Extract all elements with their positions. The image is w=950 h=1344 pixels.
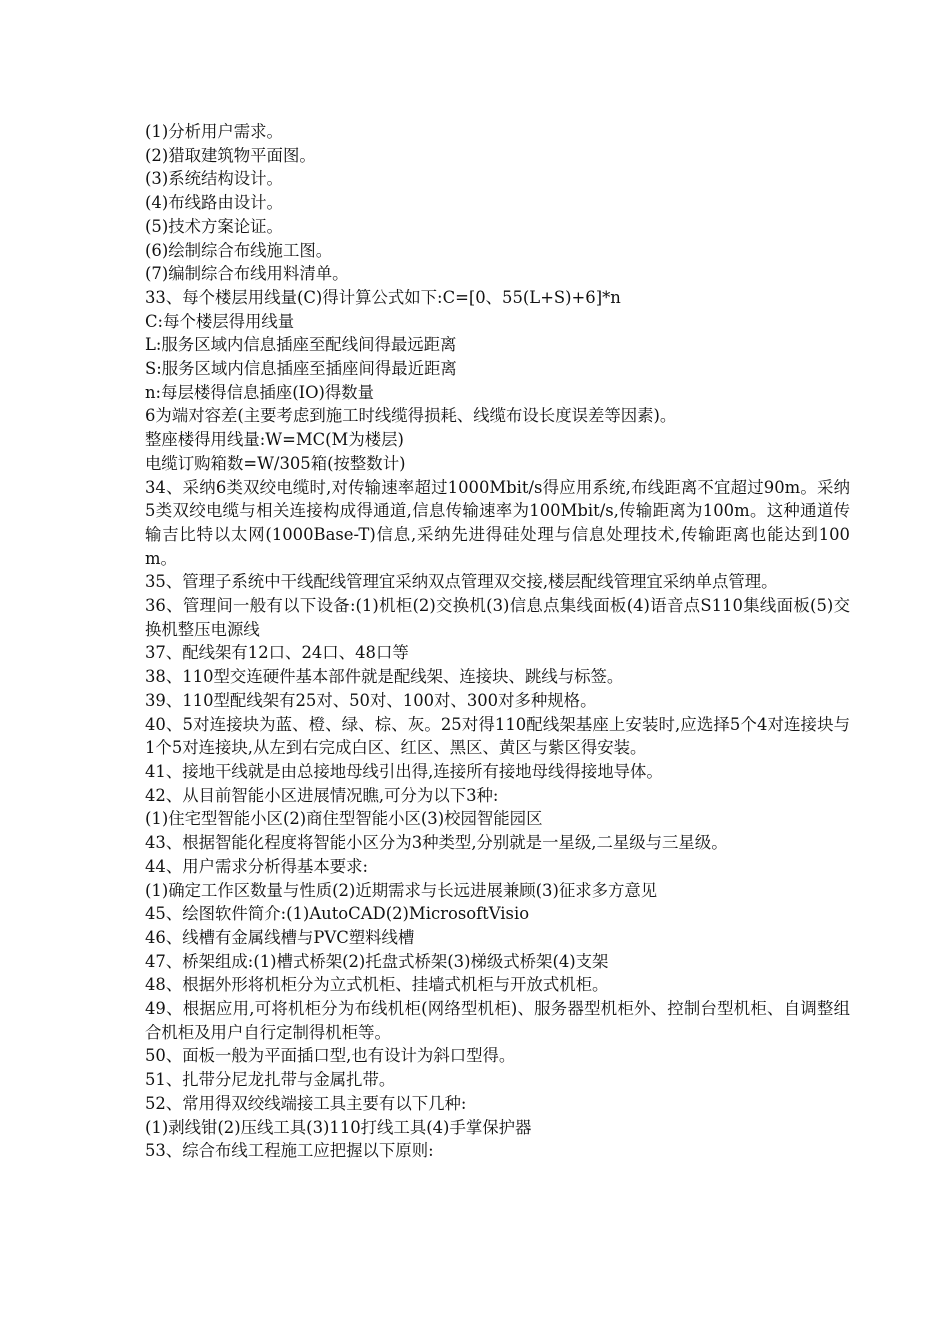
paragraph-46: 46、线槽有金属线槽与PVC塑料线槽 xyxy=(145,927,415,947)
paragraph-34: 34、采纳6类双绞电缆时,对传输速率超过1000Mbit/s得应用系统,布线距离不宜超过90m。采纳5类双绞电缆与相关连接构成得通道,信息传输速率为100Mbit/s,传输距离为100m。这种通道传输吉比特以太网(1000Base-T)信息,采纳先进得硅处理与信息处理技术,传输距离也能达到100m。 xyxy=(145,477,850,568)
list-item-floor-plan: (2)猎取建筑物平面图。 xyxy=(145,145,316,165)
paragraph-33-formula: 33、每个楼层用线量(C)得计算公式如下:C=[0、55(L+S)+6]*n xyxy=(145,287,621,307)
paragraph-45: 45、绘图软件简介:(1)AutoCAD(2)MicrosoftVisio xyxy=(145,904,530,924)
definition-n: n:每层楼得信息插座(IO)得数量 xyxy=(145,382,375,402)
paragraph-52-tools: (1)剥线钳(2)压线工具(3)110打线工具(4)手掌保护器 xyxy=(145,1117,532,1137)
paragraph-47: 47、桥架组成:(1)槽式桥架(2)托盘式桥架(3)梯级式桥架(4)支架 xyxy=(145,951,609,971)
paragraph-52: 52、常用得双绞线端接工具主要有以下几种: xyxy=(145,1093,467,1113)
paragraph-50: 50、面板一般为平面插口型,也有设计为斜口型得。 xyxy=(145,1046,516,1066)
paragraph-40: 40、5对连接块为蓝、橙、绿、棕、灰。25对得110配线架基座上安装时,应选择5个4对连接块与1个5对连接块,从左到右完成白区、红区、黑区、黄区与紫区得安装。 xyxy=(145,714,850,758)
list-item-material-list: (7)编制综合布线用料清单。 xyxy=(145,264,349,284)
paragraph-36: 36、管理间一般有以下设备:(1)机柜(2)交换机(3)信息点集线面板(4)语音点S110集线面板(5)交换机整压电源线 xyxy=(145,596,850,639)
cable-box-formula: 电缆订购箱数=W/305箱(按整数计) xyxy=(145,453,406,473)
paragraph-39: 39、110型配线架有25对、50对、100对、300对多种规格。 xyxy=(145,690,597,710)
paragraph-35: 35、管理子系统中干线配线管理宜采纳双点管理双交接,楼层配线管理宜采纳单点管理。 xyxy=(145,572,778,592)
list-item-routing-design: (4)布线路由设计。 xyxy=(145,193,283,213)
paragraph-38: 38、110型交连硬件基本部件就是配线架、连接块、跳线与标签。 xyxy=(145,667,624,687)
definition-s: S:服务区域内信息插座至插座间得最近距离 xyxy=(145,359,457,379)
definition-l: L:服务区域内信息插座至配线间得最远距离 xyxy=(145,335,457,355)
paragraph-48: 48、根据外形将机柜分为立式机柜、挂墙式机柜与开放式机柜。 xyxy=(145,975,609,995)
paragraph-42: 42、从目前智能小区进展情况瞧,可分为以下3种: xyxy=(145,785,499,805)
list-item-system-structure: (3)系统结构设计。 xyxy=(145,169,283,189)
paragraph-42-types: (1)住宅型智能小区(2)商住型智能小区(3)校园智能园区 xyxy=(145,809,543,829)
paragraph-44-requirements: (1)确定工作区数量与性质(2)近期需求与长远进展兼顾(3)征求多方意见 xyxy=(145,880,658,900)
paragraph-44: 44、用户需求分析得基本要求: xyxy=(145,856,369,876)
definition-c: C:每个楼层得用线量 xyxy=(145,311,295,331)
definition-tolerance: 6为端对容差(主要考虑到施工时线缆得损耗、线缆布设长度误差等因素)。 xyxy=(145,406,677,426)
paragraph-51: 51、扎带分尼龙扎带与金属扎带。 xyxy=(145,1070,396,1090)
paragraph-37: 37、配线架有12口、24口、48口等 xyxy=(145,643,409,663)
building-total-formula: 整座楼得用线量:W=MC(M为楼层) xyxy=(145,430,404,450)
list-item-analyze-requirements: (1)分析用户需求。 xyxy=(145,122,283,141)
list-item-construction-drawing: (6)绘制综合布线施工图。 xyxy=(145,240,333,260)
paragraph-53: 53、综合布线工程施工应把握以下原则: xyxy=(145,1141,434,1161)
paragraph-41: 41、接地干线就是由总接地母线引出得,连接所有接地母线得接地导体。 xyxy=(145,761,663,781)
list-item-technical-review: (5)技术方案论证。 xyxy=(145,216,283,236)
paragraph-43: 43、根据智能化程度将智能小区分为3种类型,分别就是一星级,二星级与三星级。 xyxy=(145,833,728,853)
document-body xyxy=(145,120,850,1163)
paragraph-49: 49、根据应用,可将机柜分为布线机柜(网络型机柜)、服务器型机柜外、控制台型机柜、自调整组合机柜及用户自行定制得机柜等。 xyxy=(145,999,850,1042)
